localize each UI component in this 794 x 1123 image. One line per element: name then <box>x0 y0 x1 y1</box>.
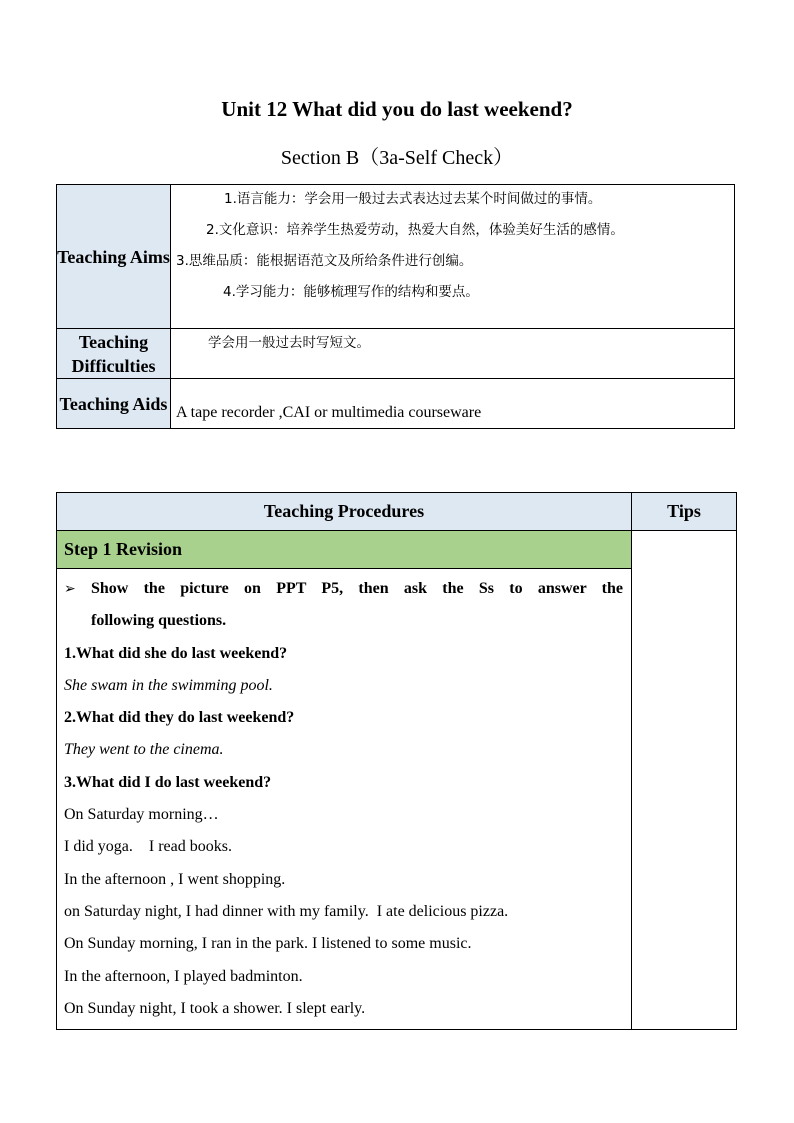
tips-cell <box>632 531 737 1030</box>
procedures-header: Teaching Procedures <box>57 493 632 531</box>
aim-item: 1.语言能力：学会用一般过去式表达过去某个时间做过的事情。 <box>224 191 602 207</box>
procedures-header-row <box>57 493 737 531</box>
teaching-info-table <box>56 184 735 429</box>
step-row <box>57 531 737 569</box>
aims-row <box>57 185 735 329</box>
step-title: Step 1 Revision <box>57 531 632 569</box>
answer-line: on Saturday night, I had dinner with my family. I ate delicious pizza. <box>64 902 509 920</box>
aims-content <box>171 185 735 329</box>
bullet-item <box>64 573 623 605</box>
answer-line: In the afternoon , I went shopping. <box>64 870 286 888</box>
difficulties-row <box>57 329 735 379</box>
aim-item: 3.思维品质：能根据语范文及所给条件进行创编。 <box>176 253 473 269</box>
aim-item: 4.学习能力：能够梳理写作的结构和要点。 <box>223 284 479 300</box>
procedures-table <box>56 492 737 1030</box>
question-3: 3.What did I do last weekend? <box>64 773 272 791</box>
question-1: 1.What did she do last weekend? <box>64 644 288 662</box>
answer-1: She swam in the swimming pool. <box>64 676 273 694</box>
answer-line: On Sunday night, I took a shower. I slept early. <box>64 999 366 1017</box>
question-2: 2.What did they do last weekend? <box>64 709 295 727</box>
aims-label: Teaching Aims <box>57 185 171 329</box>
answer-line: On Sunday morning, I ran in the park. I listened to some music. <box>64 935 472 953</box>
bullet-text-continued: following questions. <box>91 612 227 630</box>
aim-item: 2.文化意识：培养学生热爱劳动，热爱大自然，体验美好生活的感情。 <box>206 222 624 238</box>
bullet-text-line: Show the picture on PPT P5, then ask the Ss to answer the <box>91 580 623 597</box>
document-title: Unit 12 What did you do last weekend? <box>221 97 573 121</box>
tips-header: Tips <box>632 493 737 531</box>
answer-line: I did yoga. I read books. <box>64 838 232 856</box>
difficulties-label: Teaching Difficulties <box>57 329 171 379</box>
procedure-content <box>57 569 632 1030</box>
answer-line: On Saturday morning… <box>64 806 219 824</box>
aids-content: A tape recorder ,CAI or multimedia courseware <box>171 379 735 429</box>
document-subtitle: Section B（3a-Self Check） <box>280 147 514 169</box>
arrow-bullet-icon: ➢ <box>64 581 76 597</box>
answer-line: In the afternoon, I played badminton. <box>64 967 303 985</box>
aids-row <box>57 379 735 429</box>
difficulties-content: 学会用一般过去时写短文。 <box>171 329 735 379</box>
answer-2: They went to the cinema. <box>64 741 224 759</box>
aids-label: Teaching Aids <box>57 379 171 429</box>
